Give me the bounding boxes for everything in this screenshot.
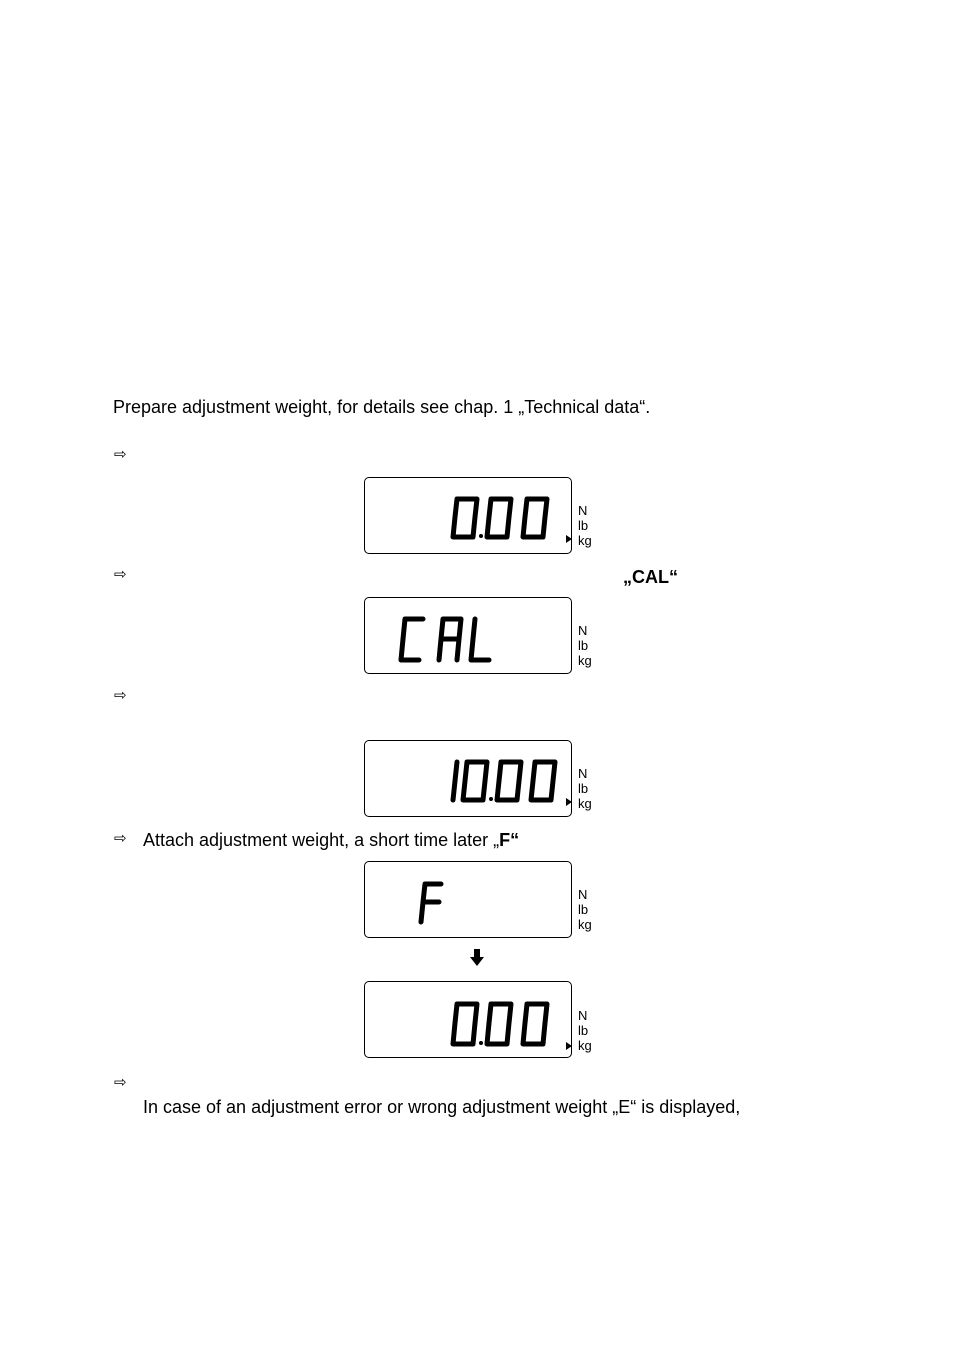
unit-n: N (578, 766, 588, 781)
unit-n: N (578, 1008, 588, 1023)
step4-text (143, 829, 519, 851)
intro-text: Prepare adjustment weight, for details see chap. 1 „Technical data“. (113, 397, 651, 417)
unit-lb: lb (578, 902, 589, 917)
unit-kg: kg (578, 917, 592, 932)
unit-pointer-icon (566, 535, 572, 543)
unit-lb: lb (578, 781, 589, 796)
unit-labels (578, 766, 608, 811)
unit-pointer-icon (566, 1042, 572, 1050)
step-arrow-icon: ⇨ (114, 566, 127, 583)
unit-labels (578, 503, 608, 548)
seven-segment-readout (365, 741, 573, 818)
step4-body: Attach adjustment weight, a short time later „ (143, 830, 500, 850)
seven-segment-readout (365, 598, 573, 675)
unit-kg: kg (578, 796, 592, 811)
seven-segment-readout (365, 862, 573, 939)
lcd-display-f (364, 861, 572, 938)
unit-kg: kg (578, 1038, 592, 1053)
step-arrow-icon: ⇨ (114, 830, 127, 847)
error-note: In case of an adjustment error or wrong adjustment weight „E“ is displayed, (143, 1097, 741, 1117)
cal-label: „CAL“ (623, 567, 678, 587)
lcd-display-zero-final (364, 981, 572, 1058)
unit-kg: kg (578, 533, 592, 548)
unit-n: N (578, 887, 588, 902)
seven-segment-readout (365, 982, 573, 1062)
step-arrow-icon: ⇨ (114, 1074, 127, 1091)
unit-n: N (578, 503, 588, 518)
unit-lb: lb (578, 518, 589, 533)
lcd-display-zero (364, 477, 572, 554)
unit-lb: lb (578, 1023, 589, 1038)
step4-emphasis: F“ (499, 830, 520, 850)
unit-lb: lb (578, 638, 589, 653)
lcd-display-ten (364, 740, 572, 817)
step-arrow-icon: ⇨ (114, 687, 127, 704)
unit-n: N (578, 623, 588, 638)
down-arrow-icon (469, 949, 485, 967)
unit-pointer-icon (566, 798, 572, 806)
unit-labels (578, 1008, 608, 1053)
step-arrow-icon: ⇨ (114, 446, 127, 463)
unit-labels (578, 623, 608, 668)
unit-labels (578, 887, 608, 932)
unit-kg: kg (578, 653, 592, 668)
lcd-display-cal (364, 597, 572, 674)
seven-segment-readout (365, 478, 573, 555)
